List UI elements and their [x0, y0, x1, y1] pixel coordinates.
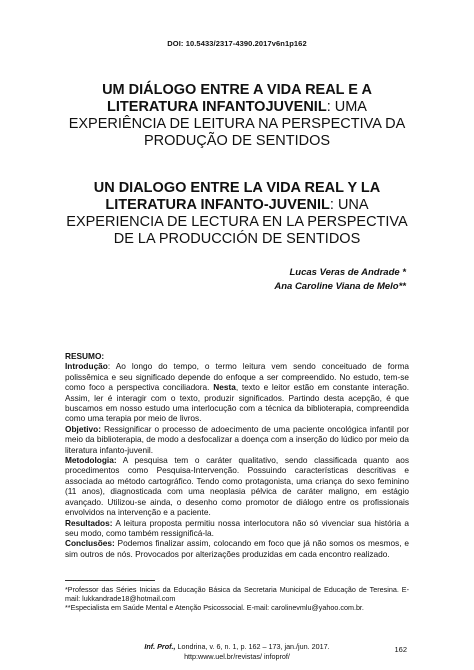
journal-name: Inf. Prof.,	[144, 642, 176, 651]
author-list	[274, 266, 406, 294]
author-name: Ana Caroline Viana de Melo**	[274, 281, 406, 292]
section-label: Introdução	[65, 361, 108, 372]
doi-line: DOI: 10.5433/2317-4390.2017v6n1p162	[167, 39, 307, 48]
abstract-paragraph	[65, 361, 409, 423]
section-text: : Ao longo do tempo, o termo leitura vem sendo conceituado de forma polissêmica e seu significado depende do enfoque a ser compreendido. No estudo, tem-se como foco a perspectiva conciliadora.	[65, 361, 409, 393]
title-portuguese	[60, 82, 414, 150]
abstract-paragraph	[65, 424, 409, 455]
title-spanish-bold: UN DIALOGO ENTRE LA VIDA REAL Y LA LITERATURA INFANTO-JUVENIL	[93, 180, 381, 213]
abstract-heading: RESUMO:	[65, 351, 105, 361]
footnotes	[65, 585, 409, 613]
section-label: Metodologia:	[65, 455, 117, 466]
abstract-paragraph	[65, 455, 409, 517]
footnote: **Especialista em Saúde Mental e Atenção Psicossocial. E-mail: carolinevmlu@yahoo.com.br.	[65, 603, 364, 613]
section-label: Nesta	[213, 382, 236, 393]
abstract-paragraph	[65, 518, 409, 539]
section-text: A pesquisa tem o caráter qualitativo, sendo classificada quanto aos procedimentos como Pesquisa-Intervenção. Possuindo características descritivas e associada ao método cartográfico. Tendo como protagonista, uma criança do sexo feminino (11 anos), diagnosticada com uma neoplasia pélvica de caráter maligno, em estágio avançado. Utilizou-se ainda, o desenho como promotor de diálogo entre os profissionais envolvidos na intervenção e a paciente.	[65, 455, 409, 518]
journal-citation: Londrina, v. 6, n. 1, p. 162 – 173, jan./jun. 2017.	[175, 642, 330, 651]
author-name: Lucas Veras de Andrade *	[289, 267, 406, 278]
section-text: Podemos finalizar assim, colocando em foco que já não somos os mesmos, e sim outros de nós. Provocados por alterizações produzidas em cada encontro realizado.	[65, 538, 409, 559]
journal-url[interactable]: http:www.uel.br/revistas/ infoprof/	[184, 651, 290, 661]
title-portuguese-rest: : UMA EXPERIÊNCIA DE LEITURA NA PERSPECTIVA DA PRODUÇÃO DE SENTIDOS	[68, 99, 406, 149]
footnote: *Professor das Séries Inicias da Educação Básica da Secretaria Municipal de Educação de Teresina. E-mail: lukkandrade18@hotmail.com	[65, 585, 409, 604]
section-label: Resultados:	[65, 517, 113, 528]
title-spanish-rest: : UNA EXPERIENCIA DE LECTURA EN LA PERSPECTIVA DE LA PRODUCCIÓN DE SENTIDOS	[66, 197, 408, 247]
abstract	[65, 351, 409, 559]
abstract-paragraph	[65, 538, 409, 559]
section-label: Conclusões:	[65, 538, 115, 549]
section-text: , texto e leitor estão em constante interação. Assim, ler é interagir com o texto, produzir significados. Partindo desta acepção, é que buscamos em nosso estudo uma interlocução com a técnica da biblioterapia, compreendida como uma terapia por meio de livros.	[65, 382, 410, 424]
page-number: 162	[394, 645, 407, 654]
title-spanish	[60, 180, 414, 248]
footnote-divider	[65, 580, 155, 581]
section-text: A leitura proposta permitiu nossa interlocutora não só vivenciar sua história a seu modo, como também ressignificá-la.	[65, 517, 409, 538]
section-text: Ressignificar o processo de adoecimento de uma paciente oncológica infantil por meio da biblioterapia, de modo a desfocalizar a doença com a inserção do lúdico por meio da literatura infanto-juvenil.	[65, 423, 409, 455]
section-label: Objetivo:	[65, 423, 101, 434]
title-portuguese-bold: UM DIÁLOGO ENTRE A VIDA REAL E A LITERATURA INFANTOJUVENIL	[102, 82, 372, 115]
